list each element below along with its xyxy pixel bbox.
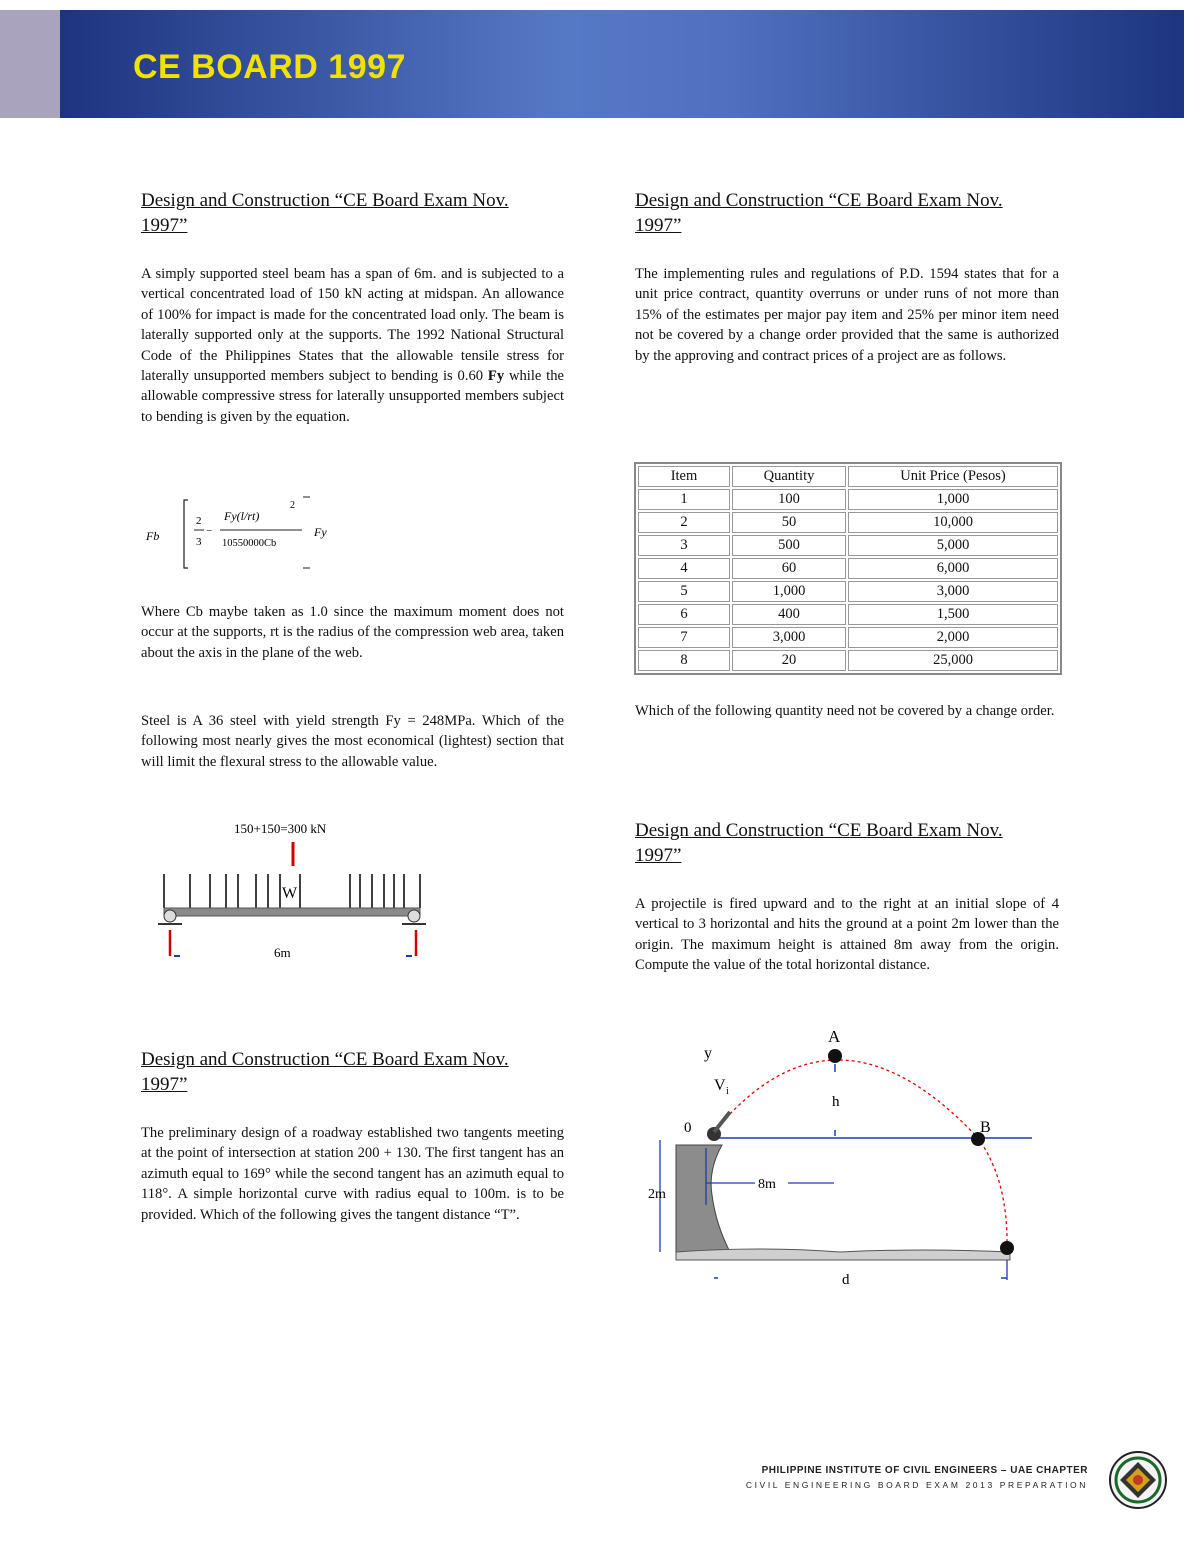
- footer-org: PHILIPPINE INSTITUTE OF CIVIL ENGINEERS – UAE CHAPTER: [761, 1465, 1088, 1476]
- table-row: [638, 489, 1058, 510]
- table-cell: 25,000: [848, 650, 1058, 671]
- table-cell: 1: [638, 489, 730, 510]
- unit-price-table: [634, 462, 1062, 675]
- formula-numerator: Fy(l/rt): [224, 509, 260, 523]
- table-row: [638, 604, 1058, 625]
- q4-paragraph: A projectile is fired upward and to the right at an initial slope of 4 vertical to 3 horizontal and hits the ground at a point 2m lower than the origin. The maximum height is attained 8m away from the origin. Compute the value of the total horizontal distance.: [635, 896, 1059, 974]
- q1-paragraph-3: Steel is A 36 steel with yield strength Fy = 248MPa. Which of the following most nearly gives the most economical (lightest) section that will limit the flexural stress to the allowable value.: [141, 713, 564, 770]
- header-accent: [0, 10, 60, 118]
- label-y: y: [704, 1045, 712, 1062]
- piCE-logo: [1108, 1448, 1168, 1512]
- table-cell: 8: [638, 650, 730, 671]
- cliff: [676, 1145, 730, 1252]
- beam-load-label: 150+150=300 kN: [234, 821, 327, 836]
- point-a: [828, 1049, 842, 1063]
- table-cell: 3,000: [848, 581, 1058, 602]
- right-support: [408, 910, 420, 922]
- q1-paragraph-2: Where Cb maybe taken as 1.0 since the maximum moment does not occur at the supports, rt is the radius of the compression web area, taken about the axis in the plane of the web.: [141, 604, 564, 661]
- table-cell: 5,000: [848, 535, 1058, 556]
- q1-title: Design and Construction “CE Board Exam Nov. 1997”: [141, 190, 509, 236]
- label-i: i: [726, 1086, 729, 1097]
- formula-frac-den: 3: [196, 536, 202, 548]
- beam-w-label: W: [282, 885, 298, 902]
- table-cell: 1,500: [848, 604, 1058, 625]
- table-row: [638, 512, 1058, 533]
- label-h: h: [832, 1094, 840, 1110]
- trajectory: [714, 1060, 1007, 1246]
- q3-title: Design and Construction “CE Board Exam Nov. 1997”: [635, 190, 1003, 236]
- table-row: [638, 650, 1058, 671]
- table-row: [638, 535, 1058, 556]
- formula-lhs: Fb: [146, 529, 160, 543]
- table-header-cell: Unit Price (Pesos): [848, 466, 1058, 487]
- label-d: d: [842, 1272, 850, 1288]
- ground: [676, 1249, 1010, 1260]
- table-cell: 6,000: [848, 558, 1058, 579]
- formula-rhs: Fy: [314, 525, 327, 539]
- label-a: A: [828, 1027, 841, 1046]
- label-2m: 2m: [648, 1187, 666, 1202]
- formula-exponent: 2: [290, 500, 295, 511]
- table-cell: 400: [732, 604, 846, 625]
- table-cell: 1,000: [732, 581, 846, 602]
- table-cell: 4: [638, 558, 730, 579]
- table-row: [638, 627, 1058, 648]
- label-origin: 0: [684, 1120, 692, 1136]
- table-cell: 10,000: [848, 512, 1058, 533]
- table-cell: 500: [732, 535, 846, 556]
- table-cell: 5: [638, 581, 730, 602]
- label-8m: 8m: [758, 1177, 776, 1192]
- table-cell: 60: [732, 558, 846, 579]
- left-support: [164, 910, 176, 922]
- landing-point: [1000, 1241, 1014, 1255]
- table-cell: 2: [638, 512, 730, 533]
- formula-denominator: 10550000Cb: [222, 538, 277, 549]
- table-cell: 3,000: [732, 627, 846, 648]
- beam-span-label: 6m: [274, 945, 291, 960]
- projectile-figure: [640, 1020, 1040, 1295]
- table-cell: 100: [732, 489, 846, 510]
- table-row: [638, 581, 1058, 602]
- q1-paragraph: A simply supported steel beam has a span of 6m. and is subjected to a vertical concentrated load of 150 kN acting at midspan. An allowance of 100% for impact is made for the concentrated load only. The beam is laterally supported only at the supports. The 1992 National Structural Code of the Philippines States that the allowable tensile stress for laterally unsupported members subject to bending is 0.60 Fy while the allowable compressive stress for laterally unsupported members subject to bending is given by the equation.: [141, 266, 564, 425]
- q4-title: Design and Construction “CE Board Exam Nov. 1997”: [635, 820, 1003, 866]
- table-header-row: [638, 466, 1058, 487]
- q2-paragraph: The preliminary design of a roadway established two tangents meeting at the point of intersection at station 200 + 130. The first tangent has an azimuth equal to 169° while the second tangent has an azimuth equal to 118°. A simple horizontal curve with radius equal to 100m. is to be provided. Which of the following gives the tangent distance “T”.: [141, 1125, 564, 1223]
- table-cell: 1,000: [848, 489, 1058, 510]
- table-cell: 6: [638, 604, 730, 625]
- beam: [164, 908, 420, 916]
- q3-question: Which of the following quantity need not be covered by a change order.: [635, 703, 1055, 719]
- q3-paragraph: The implementing rules and regulations of P.D. 1594 states that for a unit price contract, quantity overruns or under runs of not more than 15% of the estimates per major pay item and 25% per minor item need not be covered by a change order provided that the same is authorized by the approving and contract prices of a project are as follows.: [635, 266, 1059, 364]
- table-cell: 50: [732, 512, 846, 533]
- page-title: CE BOARD 1997: [133, 48, 406, 86]
- footer-subtitle: CIVIL ENGINEERING BOARD EXAM 2013 PREPARATION: [745, 1480, 1088, 1490]
- table-header-cell: Quantity: [732, 466, 846, 487]
- formula-minus: −: [206, 525, 213, 537]
- table-cell: 7: [638, 627, 730, 648]
- label-v: V: [714, 1077, 726, 1094]
- label-b: B: [980, 1119, 991, 1136]
- table-header-cell: Item: [638, 466, 730, 487]
- table-cell: 2,000: [848, 627, 1058, 648]
- table-cell: 20: [732, 650, 846, 671]
- beam-figure: [150, 818, 440, 968]
- q2-title: Design and Construction “CE Board Exam Nov. 1997”: [141, 1049, 509, 1095]
- q1-formula: [140, 488, 350, 578]
- table-row: [638, 558, 1058, 579]
- table-cell: 3: [638, 535, 730, 556]
- formula-frac-num: 2: [196, 515, 202, 527]
